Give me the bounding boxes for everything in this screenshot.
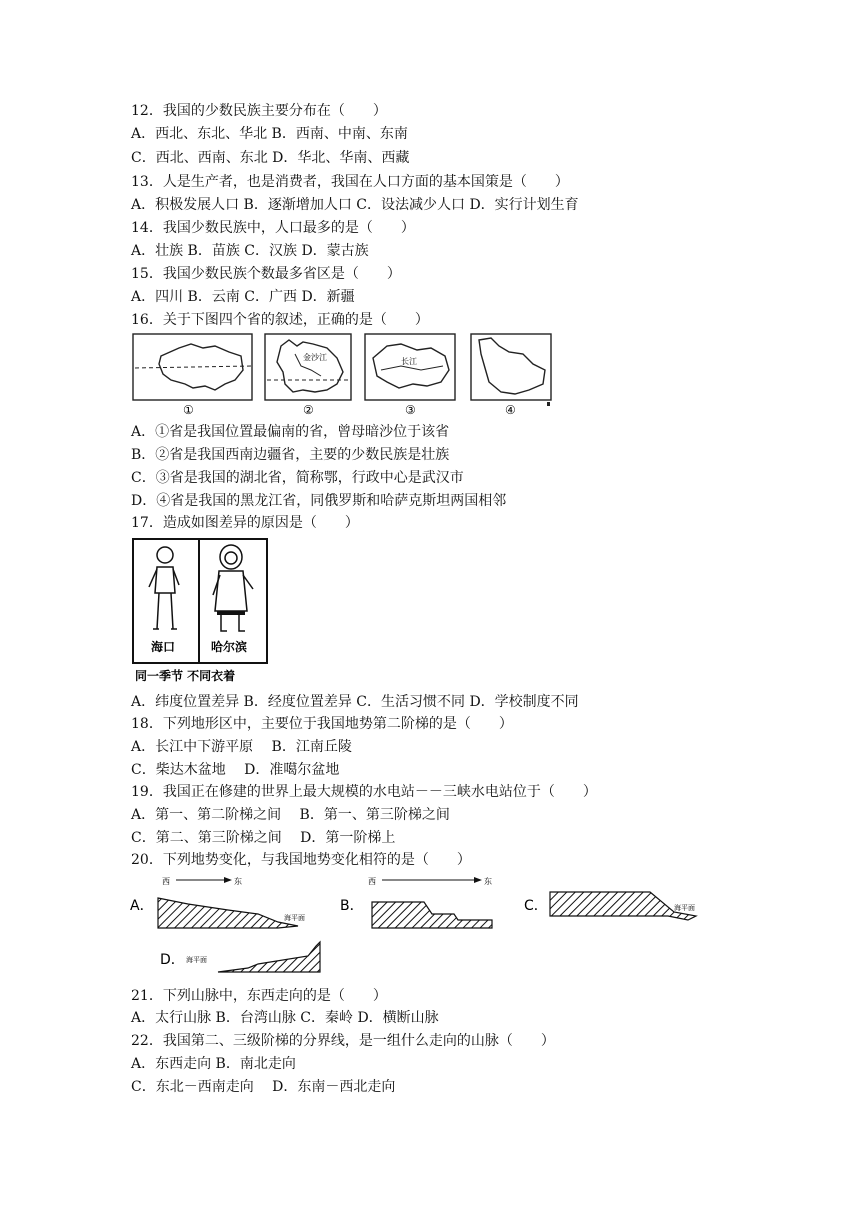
map-label-4: ④ <box>505 403 516 416</box>
map-frame-3 <box>365 334 455 400</box>
q22-stem: 22．我国第二、三级阶梯的分界线，是一组什么走向的山脉（ ） <box>131 1033 555 1049</box>
map-label-3: ③ <box>405 403 416 416</box>
option-b-profile <box>372 902 492 928</box>
map-label-1: ① <box>183 403 194 416</box>
option-a-east: 东 <box>234 877 242 886</box>
q22-option-line-1: A．东西走向 B．南北走向 <box>131 1056 296 1072</box>
q19-stem: 19．我国正在修建的世界上最大规模的水电站－－三峡水电站位于（ ） <box>131 784 597 800</box>
q17-stem: 17．造成如图差异的原因是（ ） <box>131 515 359 531</box>
q15-stem: 15．我国少数民族个数最多省区是（ ） <box>131 266 401 282</box>
q12-option-line-1: A．西北、东北、华北 B．西南、中南、东南 <box>131 126 408 142</box>
option-c-letter: C． <box>524 898 548 914</box>
option-a-west: 西 <box>162 877 170 886</box>
q16-stem: 16．关于下图四个省的叙述，正确的是（ ） <box>131 312 429 328</box>
q17-option-line-1: A．纬度位置差异 B．经度位置差异 C．生活习惯不同 D．学校制度不同 <box>131 694 579 710</box>
heavy-clothing-person <box>213 545 253 631</box>
option-b-letter: B． <box>340 898 364 914</box>
q20-stem: 20．下列地势变化，与我国地势变化相符的是（ ） <box>131 852 471 868</box>
light-clothing-person <box>149 547 179 629</box>
q18-option-line-1: A．长江中下游平原 B．江南丘陵 <box>131 739 352 755</box>
q18-option-line-2: C．柴达木盆地 D．准噶尔盆地 <box>131 762 340 778</box>
q21-stem: 21．下列山脉中，东西走向的是（ ） <box>131 988 387 1004</box>
province-outline-3 <box>373 344 449 388</box>
option-a-profile <box>158 898 298 928</box>
option-d-letter: D． <box>160 952 185 968</box>
q15-option-line-1: A．四川 B．云南 C．广西 D．新疆 <box>131 289 355 305</box>
option-c-sea: 海平面 <box>674 904 695 912</box>
q14-stem: 14．我国少数民族中，人口最多的是（ ） <box>131 220 415 236</box>
option-b-west: 西 <box>368 877 376 886</box>
q19-option-line-1: A．第一、第二阶梯之间 B．第一、第三阶梯之间 <box>131 807 450 823</box>
option-b-east: 东 <box>484 877 492 886</box>
province-outline-4 <box>479 338 545 394</box>
right-city-label: 哈尔滨 <box>211 640 248 654</box>
q14-option-line-1: A．壮族 B．苗族 C．汉族 D．蒙古族 <box>131 243 369 259</box>
q16-province-figure <box>131 332 556 416</box>
q17-clothing-figure <box>131 537 271 685</box>
q13-option-line-1: A．积极发展人口 B．逐渐增加人口 C．设法减少人口 D．实行计划生育 <box>131 197 579 213</box>
province-outline-2 <box>277 340 343 392</box>
map2-river-label: 金沙江 <box>303 353 327 362</box>
q13-stem: 13．人是生产者，也是消费者，我国在人口方面的基本国策是（ ） <box>131 174 569 190</box>
map3-river-label: 长江 <box>401 357 417 366</box>
q12-stem: 12．我国的少数民族主要分布在（ ） <box>131 103 387 119</box>
option-a-sea: 海平面 <box>284 914 305 922</box>
q16-option-b: B．②省是我国西南边疆省，主要的少数民族是壮族 <box>131 447 450 463</box>
option-d-profile <box>218 942 320 972</box>
q12-option-line-2: C．西北、西南、东北 D．华北、华南、西藏 <box>131 150 410 166</box>
q16-option-c: C．③省是我国的湖北省，简称鄂，行政中心是武汉市 <box>131 470 464 486</box>
q22-option-line-2: C．东北－西南走向 D．东南－西北走向 <box>131 1079 396 1095</box>
option-a-letter: A． <box>130 898 154 914</box>
q18-stem: 18．下列地形区中，主要位于我国地势第二阶梯的是（ ） <box>131 716 513 732</box>
figure-caption: 同一季节 不同衣着 <box>135 669 236 683</box>
map-label-2: ② <box>303 403 314 416</box>
q21-option-line-1: A．太行山脉 B．台湾山脉 C．秦岭 D．横断山脉 <box>131 1010 439 1026</box>
left-city-label: 海口 <box>151 640 176 654</box>
q20-terrain-figure <box>128 872 728 980</box>
q19-option-line-2: C．第二、第三阶梯之间 D．第一阶梯上 <box>131 830 396 846</box>
q16-option-d: D．④省是我国的黑龙江省，同俄罗斯和哈萨克斯坦两国相邻 <box>131 493 507 509</box>
q16-option-a: A．①省是我国位置最偏南的省，曾母暗沙位于该省 <box>131 424 450 440</box>
map-frame-2 <box>265 334 351 400</box>
option-d-sea: 海平面 <box>186 956 207 964</box>
